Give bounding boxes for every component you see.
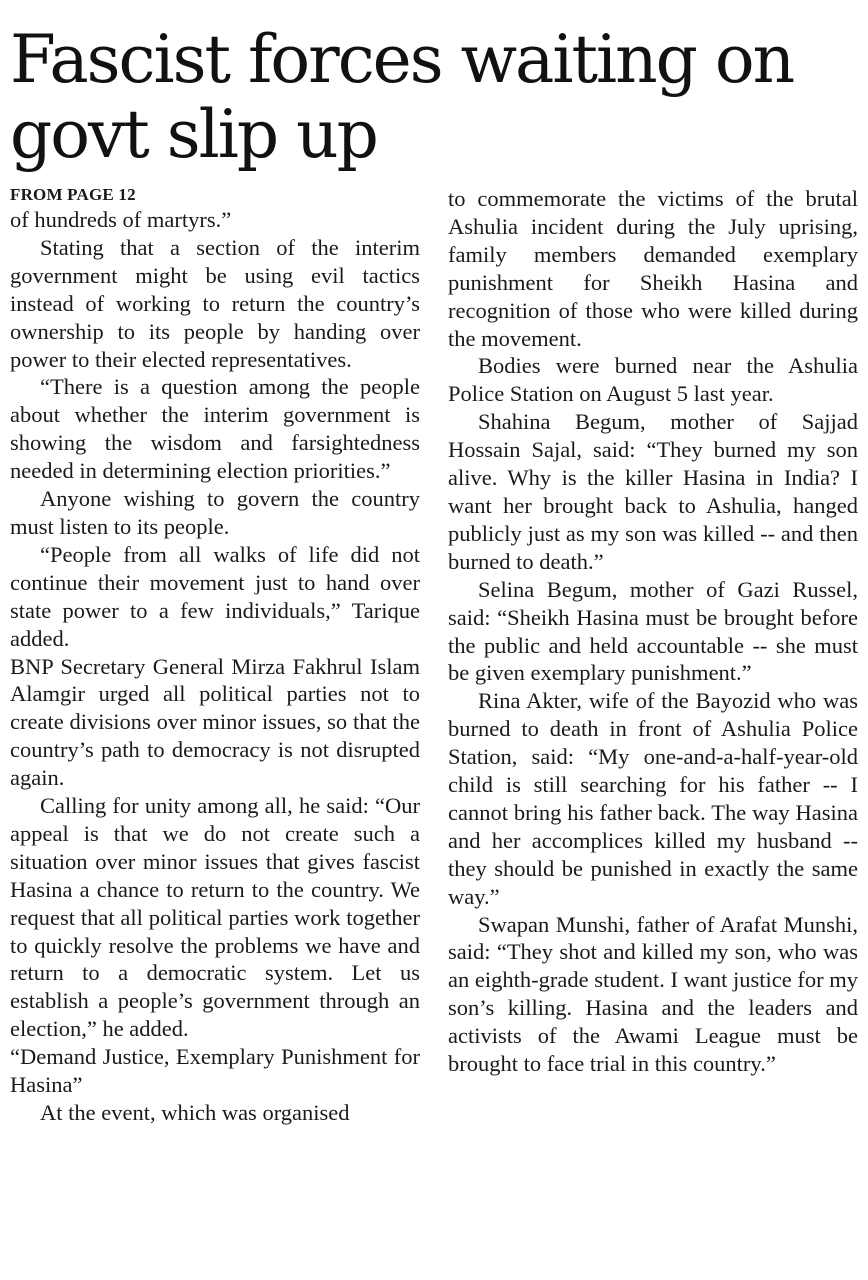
paragraph: Bodies were burned near the Ashulia Police Station on August 5 last year. (448, 353, 858, 407)
paragraph: Stating that a section of the interim government might be using evil tactics instead of working to return the country’s ownership to its people by handing over power to their elected representatives. (10, 234, 420, 372)
paragraph: Swapan Munshi, father of Arafat Munshi, said: “They shot and killed my son, who was an eighth-grade student. I want justice for my son’s killing. Hasina and the leaders and activists of the Awami League must be brought to face trial in this country.” (448, 911, 858, 1077)
paragraph: “People from all walks of life did not continue their movement just to hand over state power to a few individuals,” Tarique added. (10, 541, 420, 651)
paragraph: BNP Secretary General Mirza Fakhrul Islam Alamgir urged all political parties not to create divisions over minor issues, so that the country’s path to democracy is not disrupted again. (10, 653, 420, 791)
paragraph: Rina Akter, wife of the Bayozid who was burned to death in front of Ashulia Police Station, said: “My one-and-a-half-year-old child is still searching for his father -- I cannot bring his father back. The way Hasina and her accomplices killed my husband -- they should be punished in exactly the same way.” (448, 688, 858, 909)
subheading: “Demand Justice, Exemplary Punishment for Hasina” (10, 1044, 420, 1098)
left-column (10, 184, 420, 1127)
dateline: FROM PAGE 12 (10, 185, 136, 204)
paragraph: to commemorate the victims of the brutal Ashulia incident during the July uprising, family members demanded exemplary punishment for Sheikh Hasina and recognition of those who were killed during the movement. (448, 186, 858, 351)
headline: Fascist forces waiting on govt slip up (10, 21, 794, 173)
paragraph: of hundreds of martyrs.” (10, 207, 232, 232)
paragraph: “There is a question among the people about whether the interim government is showing the wisdom and farsightedness needed in determining election priorities.” (10, 374, 420, 484)
right-column (448, 185, 858, 1078)
paragraph: Selina Begum, mother of Gazi Russel, said: “Sheikh Hasina must be brought before the public and held accountable -- she must be given exemplary punishment.” (448, 576, 858, 686)
paragraph: Shahina Begum, mother of Sajjad Hossain Sajal, said: “They burned my son alive. Why is the killer Hasina in India? I want her brought back to Ashulia, hanged publicly just as my son was killed -- and then burned to death.” (448, 409, 858, 574)
paragraph: Anyone wishing to govern the country must listen to its people. (10, 486, 420, 539)
paragraph: Calling for unity among all, he said: “Our appeal is that we do not create such a situation over minor issues that gives fascist Hasina a chance to return to the country. We request that all political parties work together to quickly resolve the problems we have and return to a democratic system. Let us establish a people’s government through an election,” he added. (10, 793, 420, 1042)
paragraph: At the event, which was organised (40, 1100, 350, 1125)
